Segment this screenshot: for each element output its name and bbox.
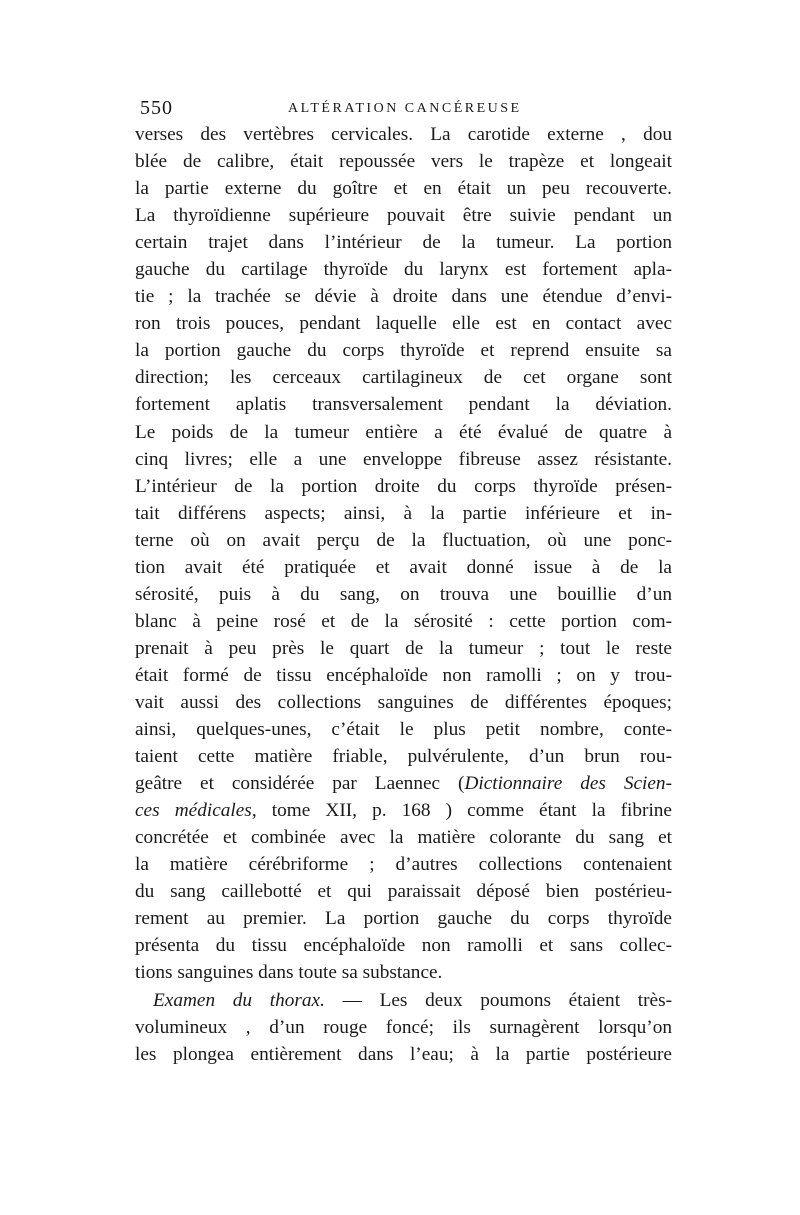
text-line: verses des vertèbres cervicales. La carotide externe , dou <box>135 124 672 145</box>
text-line: tion avait été pratiquée et avait donné issue à de la <box>135 556 672 578</box>
text-line: tions sanguines dans toute sa substance. <box>135 962 443 984</box>
text-line: rement au premier. La portion gauche du corps thyroïde <box>135 908 672 930</box>
text-line: direction; les cerceaux cartilagineux de cet organe sont <box>135 367 672 389</box>
text-segment: — Les deux poumons étaient très- <box>324 989 672 1011</box>
text-line <box>135 770 672 797</box>
text-line: tie ; la trachée se dévie à droite dans une étendue d’envi- <box>135 286 672 308</box>
italic-phrase: ces médicales <box>135 800 252 822</box>
text-line: blée de calibre, était repoussée vers le trapèze et longeait <box>135 151 672 173</box>
text-line: tait différens aspects; ainsi, à la partie inférieure et in- <box>135 502 672 524</box>
text-line: Le poids de la tumeur entière a été évalué de quatre à <box>135 421 672 443</box>
text-line: fortement aplatis transversalement pendant la déviation. <box>135 394 672 416</box>
running-title: ALTÉRATION CANCÉREUSE <box>288 101 522 116</box>
italic-phrase: Examen du thorax. <box>153 989 325 1011</box>
page-number: 550 <box>140 97 173 119</box>
text-line <box>135 987 672 1014</box>
text-line: L’intérieur de la portion droite du corps thyroïde présen- <box>135 475 672 497</box>
text-line: la portion gauche du corps thyroïde et reprend ensuite sa <box>135 340 672 362</box>
text-line: certain trajet dans l’intérieur de la tumeur. La portion <box>135 232 672 254</box>
text-segment: , tome XII, p. 168 ) comme étant la fibrine <box>251 800 672 822</box>
text-line: sérosité, puis à du sang, on trouva une bouillie d’un <box>135 583 672 605</box>
text-line: vait aussi des collections sanguines de différentes époques; <box>135 691 672 713</box>
text-line: la matière cérébriforme ; d’autres collections contenaient <box>135 854 672 876</box>
text-line: présenta du tissu encéphaloïde non ramolli et sans collec- <box>135 935 672 957</box>
text-line: cinq livres; elle a une enveloppe fibreuse assez résistante. <box>135 448 672 470</box>
text-segment: geâtre et considérée par Laennec ( <box>135 773 465 795</box>
text-line: ron trois pouces, pendant laquelle elle est en contact avec <box>135 313 672 335</box>
text-line: terne où on avait perçu de la fluctuation, où une ponc- <box>135 529 672 551</box>
text-line <box>135 797 672 824</box>
italic-phrase: Dictionnaire des Scien- <box>464 773 672 795</box>
text-line: concrétée et combinée avec la matière colorante du sang et <box>135 827 672 849</box>
text-line: taient cette matière friable, pulvérulente, d’un brun rou- <box>135 746 672 768</box>
text-line: les plongea entièrement dans l’eau; à la partie postérieure <box>135 1043 672 1065</box>
text-line: était formé de tissu encéphaloïde non ramolli ; on y trou- <box>135 664 672 686</box>
body-text <box>135 121 672 1068</box>
text-line: du sang caillebotté et qui paraissait déposé bien postérieu- <box>135 881 672 903</box>
text-line: ainsi, quelques-unes, c’était le plus petit nombre, conte- <box>135 719 672 741</box>
text-line: gauche du cartilage thyroïde du larynx est fortement apla- <box>135 259 672 281</box>
text-line: la partie externe du goître et en était un peu recouverte. <box>135 178 672 200</box>
text-line: volumineux , d’un rouge foncé; ils surnagèrent lorsqu’on <box>135 1016 672 1038</box>
text-line: La thyroïdienne supérieure pouvait être suivie pendant un <box>135 205 672 227</box>
text-line: prenait à peu près le quart de la tumeur ; tout le reste <box>135 637 672 659</box>
text-line: blanc à peine rosé et de la sérosité : cette portion com- <box>135 610 672 632</box>
